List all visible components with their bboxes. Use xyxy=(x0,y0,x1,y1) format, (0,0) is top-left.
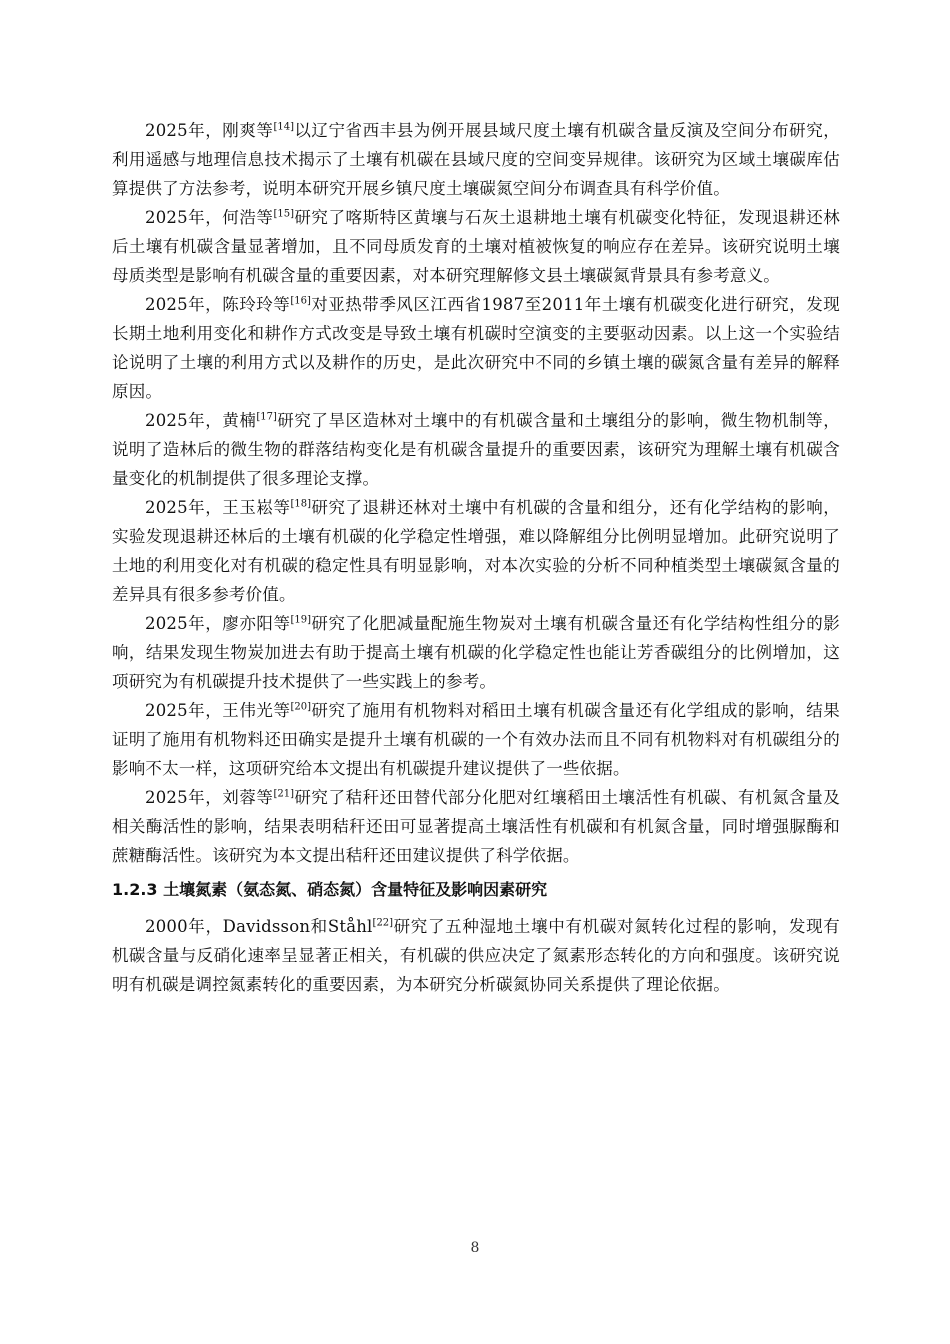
paragraph-6-body: 研究了化肥减量配施生物炭对土壤有机碳含量还有化学结构性组分的影响，结果发现生物炭加进去有助于提高土壤有机碳的化学稳定性也能让芳香碳组分的比例增加，这项研究为有机碳提升技术提供了一些实践上的参考。 xyxy=(112,614,840,691)
paragraph-4-body: 研究了旱区造林对土壤中的有机碳含量和土壤组分的影响，微生物机制等，说明了造林后的微生物的群落结构变化是有机碳含量提升的重要因素，该研究为理解土壤有机碳含量变化的机制提供了很多理论支撑。 xyxy=(112,411,840,488)
paragraph-1-body: 以辽宁省西丰县为例开展县域尺度土壤有机碳含量反演及空间分布研究，利用遥感与地理信息技术揭示了土壤有机碳在县域尺度的空间变异规律。该研究为区域土壤碳库估算提供了方法参考，说明本研究开展乡镇尺度土壤碳氮空间分布调查具有科学价值。 xyxy=(112,121,840,198)
paragraph-9-lead: 2000年，Davidsson和Ståhl xyxy=(145,917,373,936)
citation-15: [15] xyxy=(273,208,294,220)
paragraph-5-lead: 2025年，王玉崧等 xyxy=(145,498,291,517)
citation-18: [18] xyxy=(290,498,312,510)
page-number: 8 xyxy=(470,1240,480,1256)
paragraph-6 xyxy=(112,609,840,696)
paragraph-3-lead: 2025年，陈玲玲等 xyxy=(145,295,291,314)
paragraph-2-body: 研究了喀斯特区黄壤与石灰土退耕地土壤有机碳变化特征，发现退耕还林后土壤有机碳含量显著增加，且不同母质发育的土壤对植被恢复的响应存在差异。该研究说明土壤母质类型是影响有机碳含量的重要因素，对本研究理解修文县土壤碳氮背景具有参考意义。 xyxy=(112,208,840,285)
citation-16: [16] xyxy=(290,295,311,307)
citation-21: [21] xyxy=(273,788,294,800)
paragraph-4 xyxy=(112,406,840,493)
paragraph-1 xyxy=(112,116,840,203)
paragraph-3-body: 对亚热带季风区江西省1987至2011年土壤有机碳变化进行研究，发现长期土地利用变化和耕作方式改变是导致土壤有机碳时空演变的主要驱动因素。以上这一个实验结论说明了土壤的利用方式以及耕作的历史，是此次研究中不同的乡镇土壤的碳氮含量有差异的解释原因。 xyxy=(112,295,840,401)
paragraph-7-body: 研究了施用有机物料对稻田土壤有机碳含量还有化学组成的影响，结果证明了施用有机物料还田确实是提升土壤有机碳的一个有效办法而且不同有机物料对有机碳组分的影响不太一样，这项研究给本文提出有机碳提升建议提供了一些依据。 xyxy=(112,701,840,778)
paragraph-8-body: 研究了秸秆还田替代部分化肥对红壤稻田土壤活性有机碳、有机氮含量及相关酶活性的影响，结果表明秸秆还田可显著提高土壤活性有机碳和有机氮含量，同时增强脲酶和蔗糖酶活性。该研究为本文提出秸秆还田建议提供了科学依据。 xyxy=(112,788,840,865)
paragraph-4-lead: 2025年，黄楠 xyxy=(145,411,257,430)
paragraph-7-lead: 2025年，王伟光等 xyxy=(145,701,291,720)
paragraph-8-lead: 2025年，刘蓉等 xyxy=(145,788,274,807)
body-text xyxy=(112,116,840,999)
paragraph-3 xyxy=(112,290,840,406)
paragraph-9-body: 研究了五种湿地土壤中有机碳对氮转化过程的影响，发现有机碳含量与反硝化速率呈显著正相关，有机碳的供应决定了氮素形态转化的方向和强度。该研究说明有机碳是调控氮素转化的重要因素，为本研究分析碳氮协同关系提供了理论依据。 xyxy=(112,917,841,994)
citation-22: [22] xyxy=(372,917,394,929)
paragraph-5 xyxy=(112,493,840,609)
paragraph-1-lead: 2025年，刚爽等 xyxy=(145,121,274,140)
paragraph-2 xyxy=(112,203,840,290)
paragraph-2-lead: 2025年，何浩等 xyxy=(145,208,274,227)
citation-19: [19] xyxy=(290,614,312,626)
citation-20: [20] xyxy=(290,701,312,713)
citation-14: [14] xyxy=(273,121,294,133)
paragraph-9 xyxy=(112,912,840,999)
paragraph-7 xyxy=(112,696,840,783)
paragraph-8 xyxy=(112,783,840,870)
section-heading: 1.2.3 土壤氮素（氨态氮、硝态氮）含量特征及影响因素研究 xyxy=(112,880,548,899)
paragraph-6-lead: 2025年，廖亦阳等 xyxy=(145,614,291,633)
paragraph-5-body: 研究了退耕还林对土壤中有机碳的含量和组分，还有化学结构的影响，实验发现退耕还林后的土壤有机碳的化学稳定性增强，难以降解组分比例明显增加。此研究说明了土地的利用变化对有机碳的稳定性具有明显影响，对本次实验的分析不同种植类型土壤碳氮含量的差异具有很多参考价值。 xyxy=(112,498,840,604)
citation-17: [17] xyxy=(256,411,277,423)
